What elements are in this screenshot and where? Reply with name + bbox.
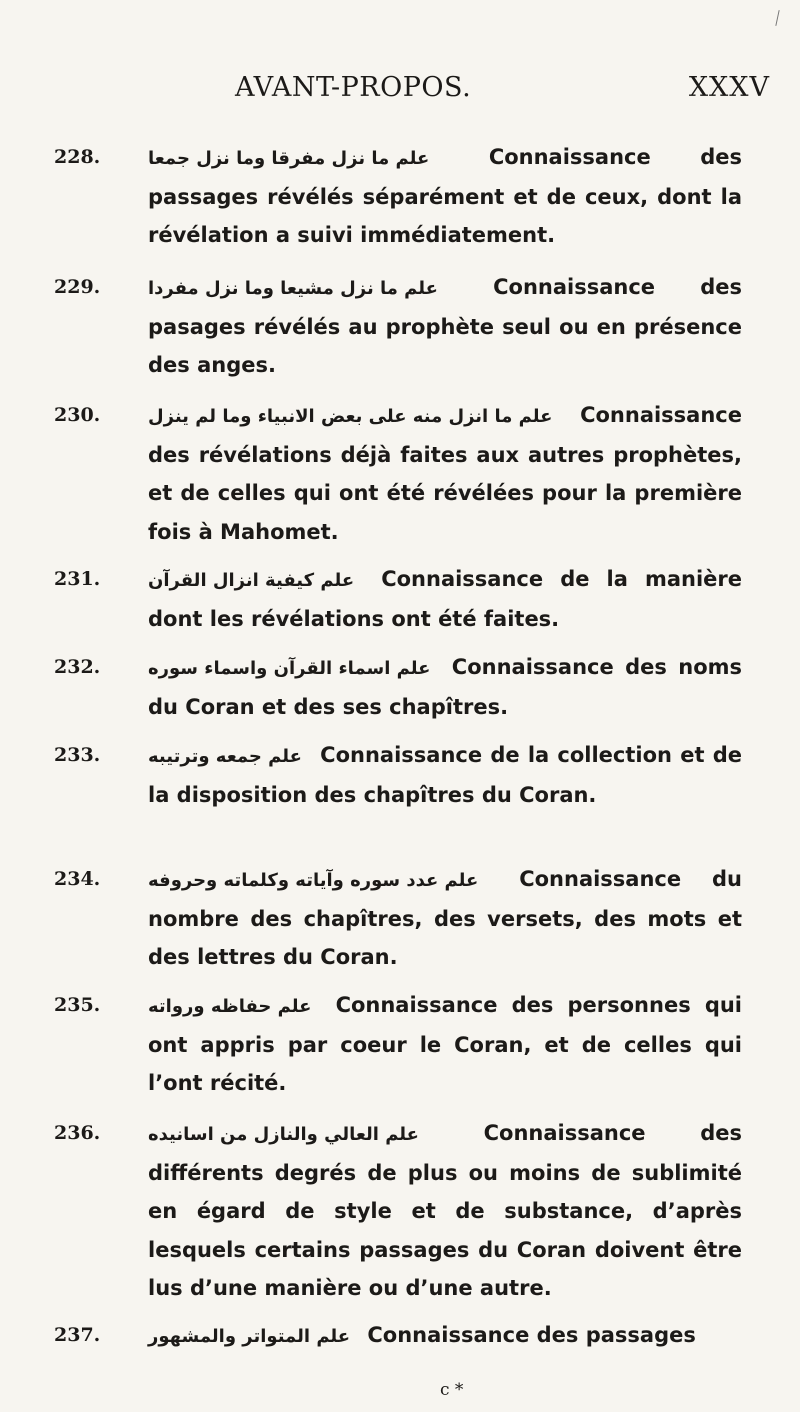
entry-229 (0, 268, 800, 396)
entry-231 (0, 560, 800, 648)
entry-text: Connaissance du nombre des chapîtres, des versets, des mots et des lettres du Coran. (148, 867, 742, 970)
entry-text: Connaissance des noms du Coran et des ses chapîtres. (148, 655, 743, 720)
entry-number: 231. (54, 568, 101, 590)
entry-228 (0, 138, 800, 268)
entry-number: 235. (54, 994, 101, 1016)
entry-body (148, 736, 742, 814)
entry-number: 237. (54, 1324, 101, 1346)
entry-body (148, 268, 742, 385)
entry-arabic-title: علم ما نزل مشيعا وما نزل مفردا (148, 278, 438, 299)
entry-arabic-title: علم ما انزل منه على بعض الانبياء وما لم ينزل (148, 406, 553, 427)
entry-number: 232. (54, 656, 101, 678)
entry-arabic-title: علم عدد سوره وآياته وكلماته وحروفه (148, 870, 479, 891)
entry-text: Connaissance des révélations déjà faites aux autres prophètes, et de celles qui ont été révélées pour la première fois à Mahomet. (148, 403, 742, 544)
entry-text: Connaissance des pasages révélés au prophète seul ou en présence des anges. (148, 275, 742, 378)
entry-235 (0, 986, 800, 1114)
entry-text: Connaissance de la collection et de la disposition des chapîtres du Coran. (148, 743, 742, 808)
entry-body (148, 986, 742, 1103)
signature-mark: c * (440, 1380, 464, 1400)
header-page-number: XXXV (688, 72, 770, 103)
entry-234 (0, 860, 800, 986)
entry-body (148, 396, 742, 551)
entry-body (148, 560, 742, 638)
header-title: AVANT-PROPOS. (235, 72, 472, 103)
entry-number: 233. (54, 744, 101, 766)
entry-list (0, 138, 800, 1356)
entry-arabic-title: علم كيفية انزال القرآن (148, 570, 355, 591)
entry-text: Connaissance de la manière dont les révélations ont été faites. (148, 567, 743, 632)
entry-number: 234. (54, 868, 101, 890)
entry-number: 228. (54, 146, 101, 168)
running-header (235, 72, 770, 112)
entry-arabic-title: علم العالي والنازل من اسانيده (148, 1124, 419, 1145)
entry-body (148, 648, 742, 726)
entry-body (148, 1114, 742, 1307)
entry-body (148, 138, 742, 255)
entry-arabic-title: علم اسماء القرآن واسماء سوره (148, 658, 431, 679)
entry-236 (0, 1114, 800, 1316)
entry-237 (0, 1316, 800, 1356)
entry-body (148, 1316, 742, 1356)
entry-body (148, 860, 742, 977)
entry-text: Connaissance des différents degrés de plus ou moins de sublimité en égard de style et de substance, d’après lesquels certains passages du Coran doivent être lus d’une manière ou d’une autre. (148, 1121, 742, 1300)
entry-number: 229. (54, 276, 101, 298)
entry-number: 236. (54, 1122, 101, 1144)
entry-230 (0, 396, 800, 560)
entry-text: Connaissance des passages révélés séparément et de ceux, dont la révélation a suivi immédiatement. (148, 145, 742, 248)
entry-arabic-title: علم ما نزل مفرقا وما نزل جمعا (148, 148, 430, 169)
entry-text: Connaissance des passages (367, 1323, 696, 1347)
entry-text: Connaissance des personnes qui ont appris par coeur le Coran, et de celles qui l’ont récité. (148, 993, 742, 1096)
entry-232 (0, 648, 800, 736)
entry-arabic-title: علم جمعه وترتيبه (148, 746, 302, 767)
corner-mark (775, 10, 779, 26)
entry-arabic-title: علم المتواتر والمشهور (148, 1326, 351, 1347)
entry-arabic-title: علم حفاظه ورواته (148, 996, 312, 1017)
entry-233 (0, 736, 800, 860)
entry-number: 230. (54, 404, 101, 426)
